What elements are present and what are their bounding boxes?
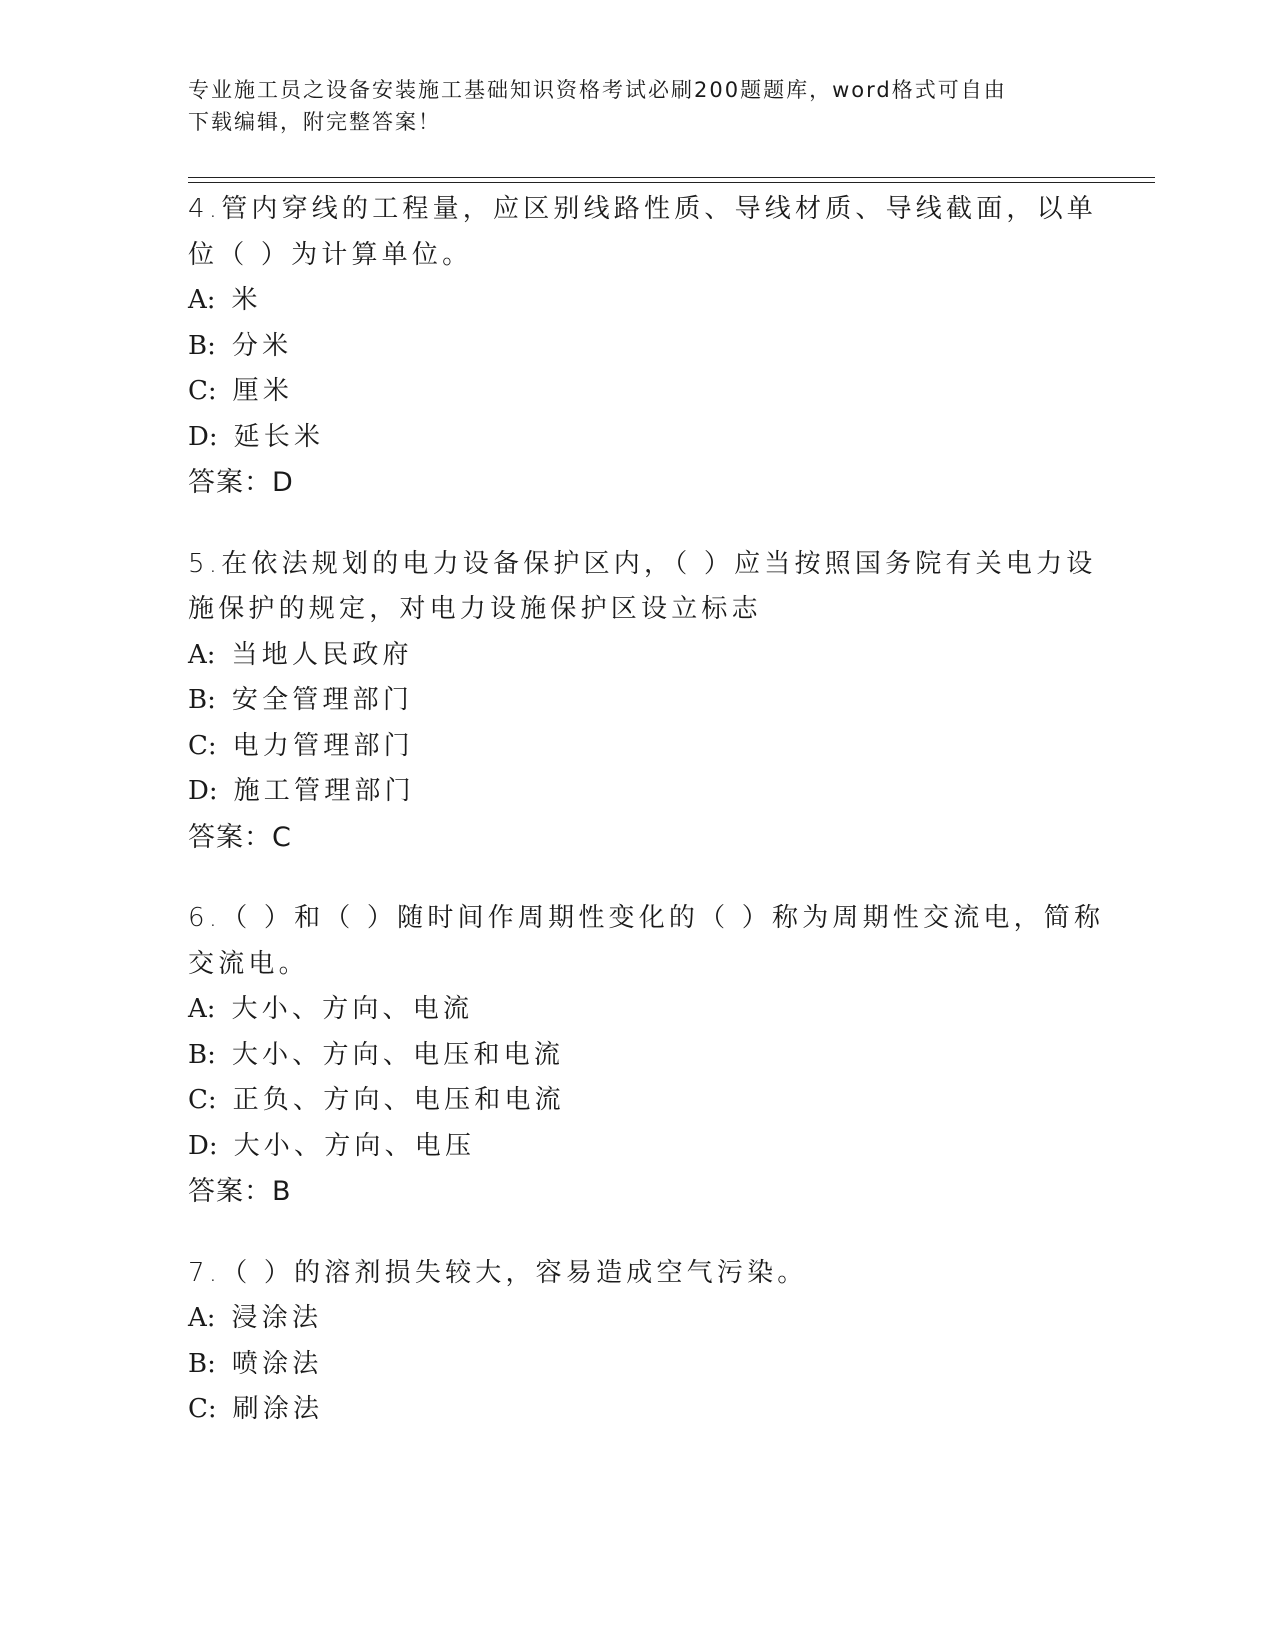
option-a [188,987,1088,1033]
question-5 [188,542,1097,861]
header-divider-top [188,177,1155,178]
option-c [188,1387,1088,1433]
option-text: 刷涂法 [232,1394,324,1424]
option-key: D: [188,776,218,806]
option-d [188,415,1088,461]
option-key: C: [188,1085,217,1115]
option-b [188,678,1088,724]
option-key: B: [188,1348,216,1379]
option-c [188,1078,1088,1124]
option-key: C: [188,1394,217,1424]
answer-line: 答案：B [188,1176,292,1207]
option-c [188,724,1088,770]
option-d [188,1124,1088,1170]
option-b [188,1342,1088,1388]
option-text: 正负、方向、电压和电流 [232,1085,565,1115]
option-a [188,633,1088,679]
question-stem: 位（ ）为计算单位。 [188,239,473,270]
option-b [188,1033,1088,1079]
option-key: D: [188,1130,218,1161]
option-key: B: [188,685,216,715]
option-b [188,324,1088,370]
option-d [188,769,1088,815]
option-text: 电力管理部门 [232,730,414,761]
option-key: B: [188,330,216,361]
option-key: B: [188,1039,216,1070]
option-text: 米 [231,285,262,315]
option-text: 安全管理部门 [231,685,414,715]
question-6 [188,896,1105,1215]
option-text: 喷涂法 [231,1348,323,1379]
answer-line: 答案：C [188,821,292,853]
question-stem: 施保护的规定，对电力设施保护区设立标志 [188,594,762,624]
question-7 [188,1251,1088,1433]
option-a [188,1296,1088,1342]
document-header [188,74,1088,138]
option-key: A: [188,994,216,1024]
option-key: C: [188,376,217,406]
option-text: 施工管理部门 [233,776,415,806]
option-text: 浸涂法 [231,1303,323,1333]
option-text: 分米 [231,330,293,361]
option-text: 大小、方向、电压 [233,1130,476,1161]
option-key: C: [188,730,217,761]
option-key: A: [188,1303,216,1333]
option-key: A: [188,285,216,315]
option-key: A: [188,639,216,670]
option-a [188,278,1088,324]
question-stem: 4.管内穿线的工程量，应区别线路性质、导线材质、导线截面，以单 [188,194,1098,224]
question-stem: 6.（ ）和（ ）随时间作周期性变化的（ ）称为周期性交流电，简称 [188,903,1105,933]
option-key: D: [188,421,218,452]
question-stem: 5.在依法规划的电力设备保护区内，（ ）应当按照国务院有关电力设 [188,548,1097,579]
option-c [188,369,1088,415]
question-stem: 7.（ ）的溶剂损失较大，容易造成空气污染。 [188,1257,808,1288]
header-line-2: 下载编辑，附完整答案！ [188,110,441,134]
option-text: 大小、方向、电流 [231,994,474,1024]
header-line-1: 专业施工员之设备安装施工基础知识资格考试必刷200题题库，word格式可自由 [188,78,1007,102]
header-divider-bottom [188,182,1155,183]
question-list [188,187,1105,1469]
option-text: 厘米 [232,376,294,406]
option-text: 延长米 [233,421,325,452]
option-text: 当地人民政府 [231,639,413,670]
answer-line: 答案：D [188,467,294,498]
option-text: 大小、方向、电压和电流 [231,1039,565,1070]
question-4 [188,187,1098,506]
question-stem: 交流电。 [188,948,309,979]
